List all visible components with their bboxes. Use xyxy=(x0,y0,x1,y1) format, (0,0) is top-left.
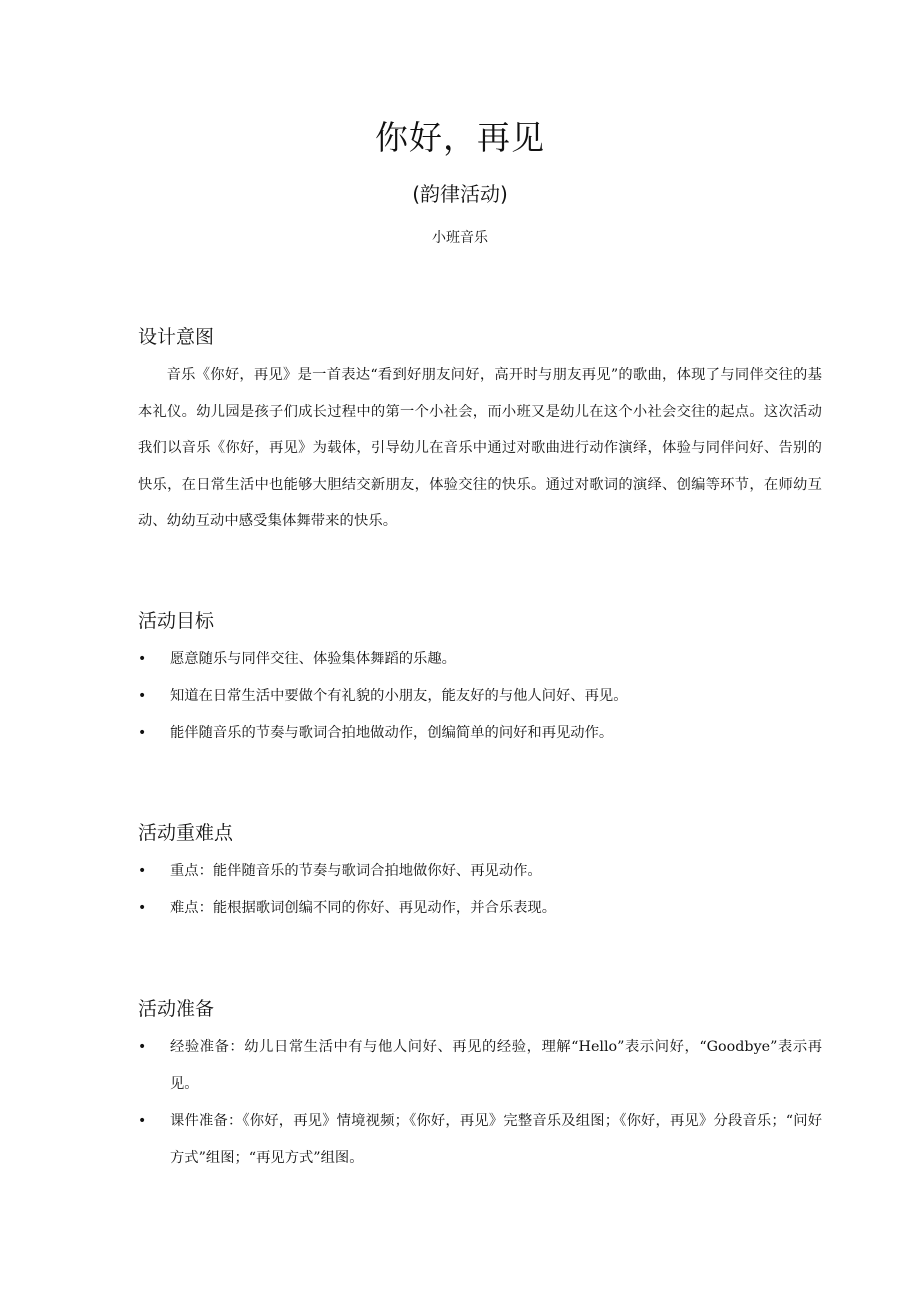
section-key-points xyxy=(138,820,822,927)
bullet-icon: • xyxy=(138,688,147,704)
list-item-text: 课件准备：《你好，再见》情境视频；《你好，再见》完整音乐及组图；《你好，再见》分段音乐；“问好方式”组图；“再见方式”组图。 xyxy=(170,1113,822,1166)
keys-list xyxy=(138,853,822,927)
bullet-icon: • xyxy=(138,651,147,667)
section-activity-goals xyxy=(138,608,822,752)
list-item-text: 重点：能伴随音乐的节奏与歌词合拍地做你好、再见动作。 xyxy=(170,863,542,879)
prep-list xyxy=(138,1029,822,1177)
list-item xyxy=(138,715,822,752)
list-item xyxy=(138,890,822,927)
list-item xyxy=(138,641,822,678)
list-item xyxy=(138,1103,822,1177)
goals-list xyxy=(138,641,822,752)
section-heading-design: 设计意图 xyxy=(138,326,215,348)
list-item-text: 难点：能根据歌词创编不同的你好、再见动作，并合乐表现。 xyxy=(170,900,557,916)
list-item xyxy=(138,853,822,890)
list-item-text: 经验准备：幼儿日常生活中有与他人问好、再见的经验，理解“Hello”表示问好，“Goodbye”表示再见。 xyxy=(170,1039,822,1092)
section-heading-keys: 活动重难点 xyxy=(138,822,234,844)
list-item-text: 愿意随乐与同伴交往、体验集体舞蹈的乐趣。 xyxy=(170,651,456,667)
bullet-icon: • xyxy=(138,900,147,916)
section-heading-prep: 活动准备 xyxy=(138,998,215,1020)
design-paragraph: 音乐《你好，再见》是一首表达“看到好朋友问好，高开时与朋友再见”的歌曲，体现了与同伴交往的基本礼仪。幼儿园是孩子们成长过程中的第一个小社会，而小班又是幼儿在这个小社会交往的起点。这次活动我们以音乐《你好，再见》为载体，引导幼儿在音乐中通过对歌曲进行动作演绎，体验与同伴问好、告别的快乐，在日常生活中也能够大胆结交新朋友，体验交往的快乐。通过对歌词的演绎、创编等环节，在师幼互动、幼幼互动中感受集体舞带来的快乐。 xyxy=(138,367,822,530)
bullet-icon: • xyxy=(138,725,147,741)
list-item xyxy=(138,1029,822,1103)
bullet-icon: • xyxy=(138,863,147,879)
page-subtitle: (韵律活动) xyxy=(412,182,508,206)
list-item-text: 知道在日常生活中要做个有礼貌的小朋友，能友好的与他人问好、再见。 xyxy=(170,688,628,704)
grade-label: 小班音乐 xyxy=(432,230,488,246)
list-item-text: 能伴随音乐的节奏与歌词合拍地做动作，创编简单的问好和再见动作。 xyxy=(170,725,614,741)
page-title: 你好，再见 xyxy=(375,118,545,157)
bullet-icon: • xyxy=(138,1039,147,1055)
list-item xyxy=(138,678,822,715)
section-preparation xyxy=(138,996,822,1177)
section-heading-goals: 活动目标 xyxy=(138,610,215,632)
bullet-icon: • xyxy=(138,1113,147,1129)
section-design-intent xyxy=(138,324,822,540)
